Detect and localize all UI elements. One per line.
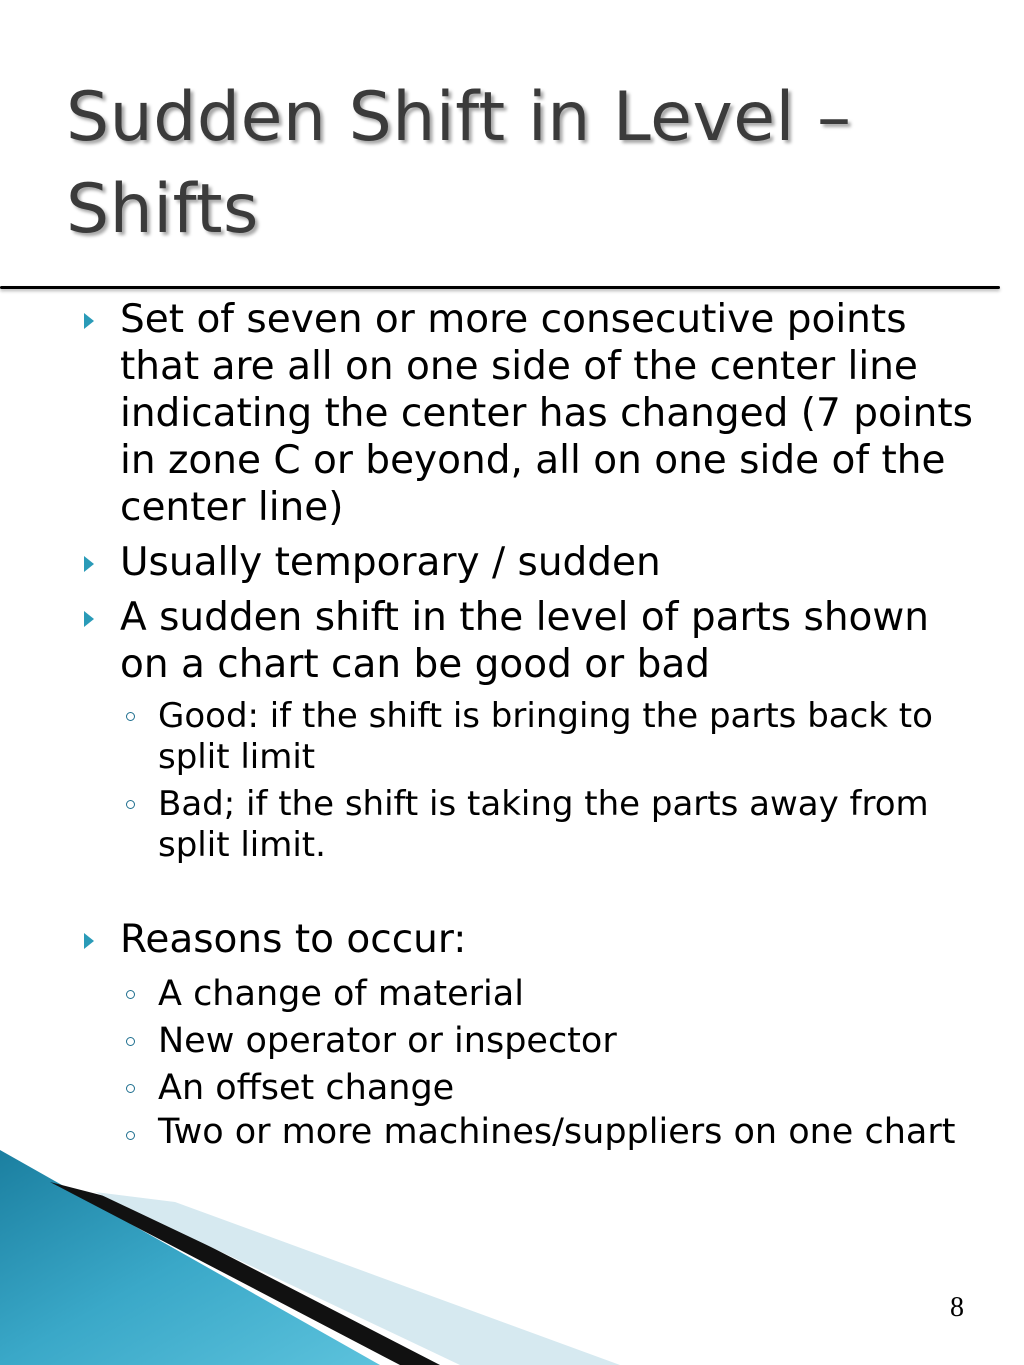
sub-bullet-item [0, 696, 1024, 778]
bullet-text: Reasons to occur: [120, 917, 467, 962]
arrow-bullet-icon [84, 611, 94, 627]
ring-bullet-icon [126, 1131, 135, 1140]
ring-bullet-icon [126, 1084, 135, 1093]
arrow-bullet-icon [84, 313, 94, 329]
bullet-text: Set of seven or more consecutive points that are all on one side of the center line indicating the center has changed (7 points in zone C or beyond, all on one side of the center line) [120, 297, 973, 530]
ring-bullet-icon [126, 1037, 135, 1046]
ring-bullet-icon [126, 990, 135, 999]
ring-bullet-icon [126, 800, 135, 809]
page-number: 8 [950, 1292, 964, 1323]
bullet-item [0, 296, 1024, 531]
sub-bullet-text: Good: if the shift is bringing the parts back to split limit [158, 696, 933, 777]
sub-bullet-text: A change of material [158, 974, 524, 1014]
sub-bullet-text: New operator or inspector [158, 1021, 617, 1061]
sub-bullet-item [0, 971, 1024, 1017]
sub-bullet-text: Two or more machines/suppliers on one chart [158, 1112, 956, 1152]
arrow-bullet-icon [84, 556, 94, 572]
slide-body [0, 296, 1024, 1154]
spacer [0, 872, 1024, 916]
sub-bullet-item [0, 1018, 1024, 1064]
bullet-item [0, 916, 1024, 963]
bullet-item [0, 539, 1024, 586]
slide-title [66, 72, 966, 256]
ring-bullet-icon [126, 712, 135, 721]
bullet-text: Usually temporary / sudden [120, 540, 661, 585]
sub-bullet-text: Bad; if the shift is taking the parts away from split limit. [158, 784, 929, 865]
sub-bullet-item [0, 784, 1024, 866]
bullet-text: A sudden shift in the level of parts shown on a chart can be good or bad [120, 595, 930, 687]
slide-title-line-2: Shifts [66, 170, 259, 249]
arrow-bullet-icon [84, 933, 94, 949]
title-divider [0, 286, 1000, 289]
bullet-item [0, 594, 1024, 688]
slide-title-line-1: Sudden Shift in Level – [66, 78, 852, 157]
sub-bullet-text: An offset change [158, 1068, 455, 1108]
sub-bullet-item [0, 1065, 1024, 1111]
corner-decoration [0, 1140, 700, 1365]
